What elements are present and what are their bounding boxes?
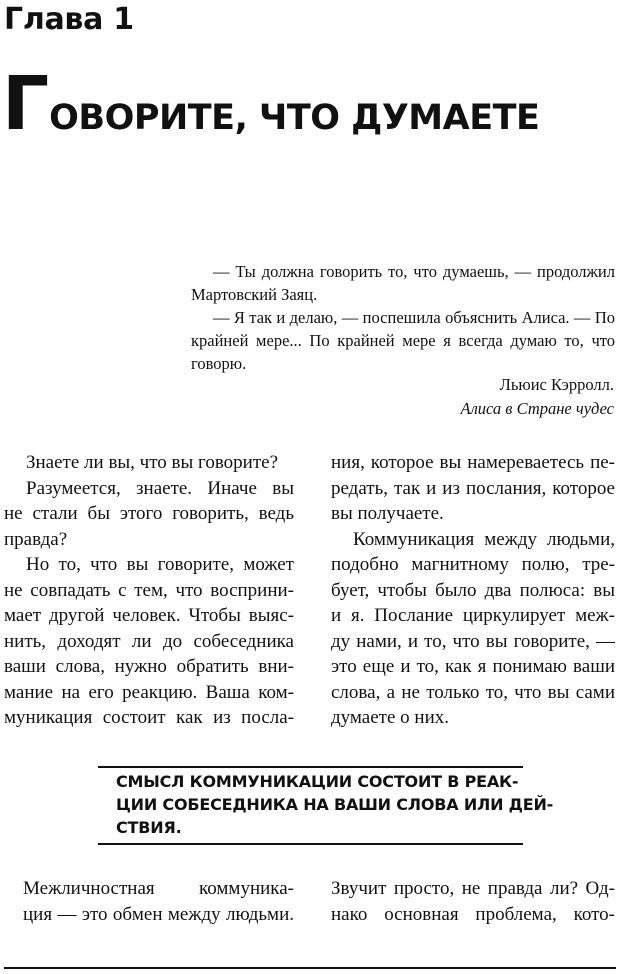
text-line: ния, которое вы намереваетесь пе- — [331, 452, 615, 473]
body-column-left-1 — [4, 450, 294, 731]
text-line: правда? — [4, 528, 68, 550]
text-line: Но то, что вы говорите, может — [26, 554, 294, 575]
chapter-title-rest: ОВОРИТЕ, ЧТО ДУМАЕТЕ — [49, 98, 540, 138]
text-line: подобно магнитному полю, тре- — [331, 554, 615, 575]
text-line: бует, чтобы было два полюса: вы — [331, 579, 615, 601]
text-line: и я. Послание циркулирует меж- — [331, 605, 615, 626]
text-line: нако основная проблема, кото- — [331, 903, 615, 925]
text-line: муникация состоит как из посла- — [4, 707, 294, 728]
text-line: Коммуникация между людьми, — [353, 528, 615, 550]
text-line: думаете о них. — [331, 707, 449, 728]
text-line: Звучит просто, не правда ли? Од- — [331, 878, 615, 899]
callout-rule-top — [98, 766, 523, 768]
body-column-right-1 — [331, 450, 615, 731]
text-line: ваши слова, нужно обратить вни- — [4, 656, 294, 677]
callout-line: СМЫСЛ КОММУНИКАЦИИ СОСТОИТ В РЕАК- — [116, 772, 519, 791]
text-line: мание на его реакцию. Ваша ком- — [4, 681, 294, 703]
text-line: Межличностная коммуника- — [23, 878, 294, 899]
text-line: нить, доходят ли до собеседника — [4, 630, 294, 652]
text-line: ду нами, и то, что вы говорите, — — [331, 630, 615, 652]
epigraph-author: Льюис Кэрролл. — [499, 375, 614, 394]
body-column-right-2 — [331, 876, 615, 927]
chapter-title — [2, 61, 540, 158]
chapter-label: Глава 1 — [4, 2, 134, 37]
text-line: слова, а не только то, что вы сами — [331, 681, 615, 703]
callout-rule-bottom — [98, 843, 523, 845]
text-line: мает другой человек. Чтобы выяс- — [4, 605, 294, 626]
text-line: вы получаете. — [331, 503, 444, 524]
body-column-left-2 — [23, 876, 294, 927]
epigraph-attribution — [461, 373, 615, 421]
footer-rule — [4, 967, 616, 969]
text-line: не стали бы этого говорить, ведь — [4, 503, 294, 524]
text-line: ция — это обмен между людьми. — [23, 903, 294, 925]
callout-line: ЦИИ СОБЕСЕДНИКА НА ВАШИ СЛОВА ИЛИ ДЕЙ- — [116, 795, 554, 814]
text-line: редать, так и из послания, которое — [331, 477, 615, 499]
epigraph — [191, 260, 615, 375]
callout-line: СТВИЯ. — [116, 818, 182, 837]
text-line: Разумеется, знаете. Иначе вы — [26, 477, 294, 499]
epigraph-work: Алиса в Стране чудес — [460, 399, 614, 418]
callout — [116, 770, 554, 839]
text-line: не совпадать с тем, что восприни- — [4, 579, 294, 601]
chapter-title-initial: Г — [2, 61, 50, 147]
epigraph-paragraph: — Ты должна говорить то, что думаешь, — продолжил Мартовский Заяц. — [191, 262, 615, 304]
text-line: Знаете ли вы, что вы говорите? — [26, 452, 279, 473]
epigraph-paragraph: — Я так и делаю, — поспешила объяснить Алиса. — По крайней мере... По крайней мере я всегда думаю то, что говорю. — [191, 308, 615, 373]
text-line: это еще и то, как я понимаю ваши — [331, 656, 615, 677]
